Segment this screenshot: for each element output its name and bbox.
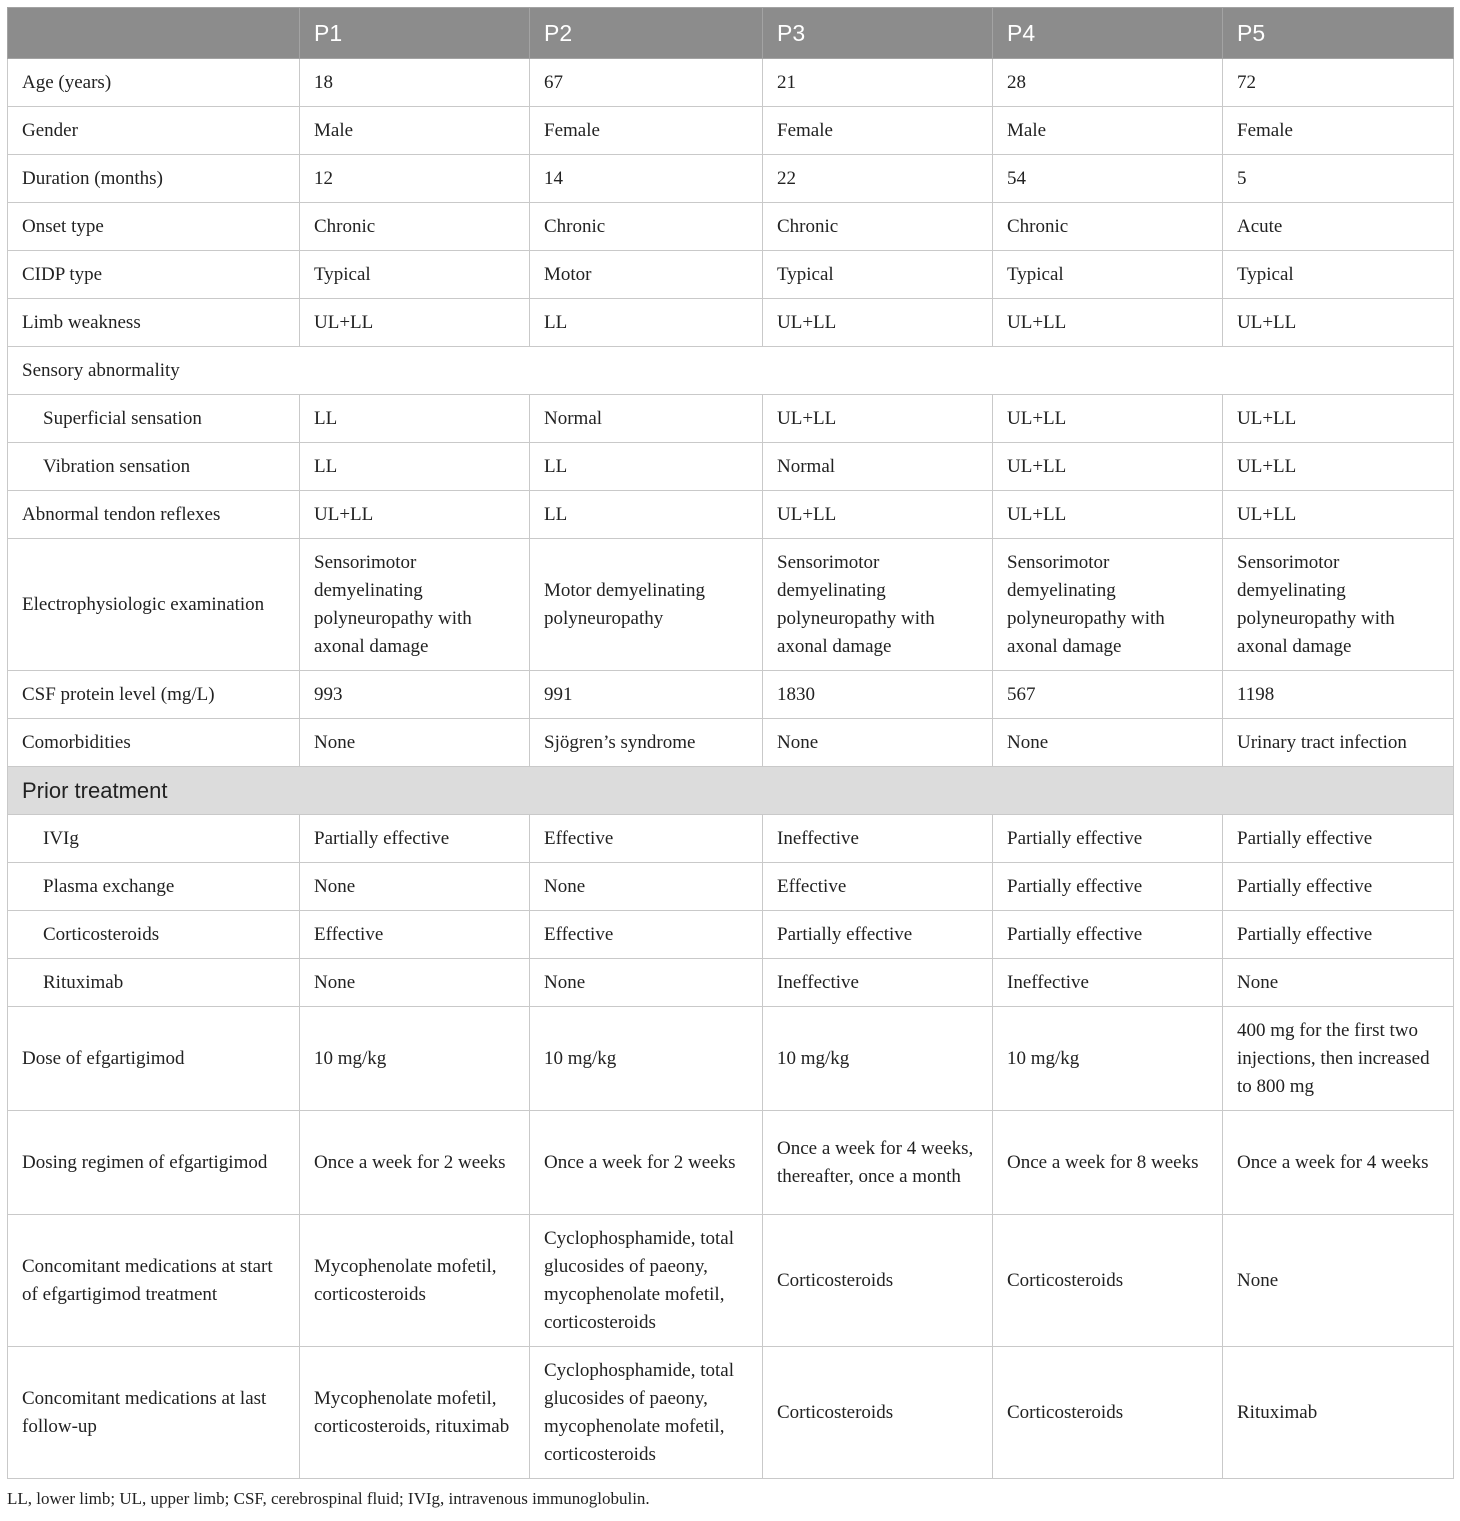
row-label: Abnormal tendon reflexes: [8, 491, 300, 539]
row-label: Age (years): [8, 59, 300, 107]
table-cell-p5: Female: [1223, 107, 1454, 155]
table-cell-p2: 10 mg/kg: [530, 1007, 763, 1111]
row-label: Electrophysiologic examination: [8, 539, 300, 671]
table-cell-p2: Chronic: [530, 203, 763, 251]
patient-characteristics-table: [7, 7, 1454, 1479]
table-cell-p4: UL+LL: [993, 395, 1223, 443]
table-row: [8, 1007, 1454, 1111]
table-cell-p2: 14: [530, 155, 763, 203]
table-cell-p2: Effective: [530, 911, 763, 959]
table-cell-p5: Partially effective: [1223, 911, 1454, 959]
table-cell-p3: None: [763, 719, 993, 767]
table-cell-p3: Ineffective: [763, 815, 993, 863]
table-cell-p1: Effective: [300, 911, 530, 959]
group-label: Sensory abnormality: [8, 347, 1454, 395]
table-row: [8, 491, 1454, 539]
row-label: IVIg: [8, 815, 300, 863]
table-cell-p4: UL+LL: [993, 491, 1223, 539]
table-cell-p2: Motor demyelinating polyneuropathy: [530, 539, 763, 671]
table-row: [8, 863, 1454, 911]
table-row: [8, 671, 1454, 719]
table-cell-p2: LL: [530, 443, 763, 491]
table-cell-p3: UL+LL: [763, 491, 993, 539]
table-cell-p1: 10 mg/kg: [300, 1007, 530, 1111]
row-label: Dosing regimen of efgartigimod: [8, 1111, 300, 1215]
header-cell-p4: P4: [993, 8, 1223, 59]
row-label: CIDP type: [8, 251, 300, 299]
table-cell-p4: Ineffective: [993, 959, 1223, 1007]
table-row: [8, 815, 1454, 863]
table-cell-p3: Chronic: [763, 203, 993, 251]
table-cell-p5: Acute: [1223, 203, 1454, 251]
table-cell-p1: Chronic: [300, 203, 530, 251]
table-cell-p3: UL+LL: [763, 395, 993, 443]
table-cell-p1: Typical: [300, 251, 530, 299]
table-cell-p1: 18: [300, 59, 530, 107]
table-cell-p4: Partially effective: [993, 911, 1223, 959]
table-cell-p2: Female: [530, 107, 763, 155]
table-footnote: LL, lower limb; UL, upper limb; CSF, cerebrospinal fluid; IVIg, intravenous immunoglobulin.: [7, 1489, 650, 1508]
table-cell-p4: Typical: [993, 251, 1223, 299]
table-row: [8, 911, 1454, 959]
table-cell-p4: Chronic: [993, 203, 1223, 251]
table-cell-p4: UL+LL: [993, 443, 1223, 491]
table-cell-p3: Corticosteroids: [763, 1347, 993, 1479]
table-cell-p2: 991: [530, 671, 763, 719]
table-row: [8, 539, 1454, 671]
table-cell-p1: Male: [300, 107, 530, 155]
table-cell-p5: Partially effective: [1223, 815, 1454, 863]
table-cell-p1: Mycophenolate mofetil, corticosteroids, rituximab: [300, 1347, 530, 1479]
table-cell-p1: None: [300, 719, 530, 767]
table-cell-p3: 21: [763, 59, 993, 107]
table-cell-p1: None: [300, 959, 530, 1007]
table-cell-p3: Partially effective: [763, 911, 993, 959]
table-cell-p2: Once a week for 2 weeks: [530, 1111, 763, 1215]
group-row: [8, 347, 1454, 395]
table-cell-p1: LL: [300, 395, 530, 443]
table-cell-p2: LL: [530, 299, 763, 347]
header-row: [8, 8, 1454, 59]
header-cell-p2: P2: [530, 8, 763, 59]
table-row: [8, 959, 1454, 1007]
table-row: [8, 107, 1454, 155]
table-cell-p3: Effective: [763, 863, 993, 911]
table-cell-p2: Sjögren’s syndrome: [530, 719, 763, 767]
table-cell-p4: 567: [993, 671, 1223, 719]
section-row: [8, 767, 1454, 815]
section-label: Prior treatment: [8, 767, 1454, 815]
table-cell-p5: Partially effective: [1223, 863, 1454, 911]
table-cell-p5: Once a week for 4 weeks: [1223, 1111, 1454, 1215]
table-cell-p5: 400 mg for the first two injections, then increased to 800 mg: [1223, 1007, 1454, 1111]
table-cell-p1: LL: [300, 443, 530, 491]
table-cell-p5: 72: [1223, 59, 1454, 107]
header-cell-p3: P3: [763, 8, 993, 59]
table-cell-p4: 28: [993, 59, 1223, 107]
table-row: [8, 59, 1454, 107]
table-row: [8, 719, 1454, 767]
table-container: [7, 7, 1453, 1479]
table-cell-p1: 993: [300, 671, 530, 719]
row-label: Rituximab: [8, 959, 300, 1007]
row-label: Superficial sensation: [8, 395, 300, 443]
table-cell-p3: Typical: [763, 251, 993, 299]
table-row: [8, 155, 1454, 203]
table-cell-p3: Corticosteroids: [763, 1215, 993, 1347]
row-label: CSF protein level (mg/L): [8, 671, 300, 719]
table-cell-p3: 1830: [763, 671, 993, 719]
table-row: [8, 251, 1454, 299]
table-cell-p4: Corticosteroids: [993, 1347, 1223, 1479]
table-row: [8, 203, 1454, 251]
table-cell-p1: Mycophenolate mofetil, corticosteroids: [300, 1215, 530, 1347]
table-cell-p5: None: [1223, 1215, 1454, 1347]
row-label: Concomitant medications at last follow-up: [8, 1347, 300, 1479]
row-label: Duration (months): [8, 155, 300, 203]
table-cell-p5: Urinary tract infection: [1223, 719, 1454, 767]
table-row: [8, 1347, 1454, 1479]
table-cell-p2: Cyclophosphamide, total glucosides of paeony, mycophenolate mofetil, corticosteroids: [530, 1215, 763, 1347]
header-cell-p5: P5: [1223, 8, 1454, 59]
row-label: Concomitant medications at start of efgartigimod treatment: [8, 1215, 300, 1347]
table-cell-p1: None: [300, 863, 530, 911]
row-label: Plasma exchange: [8, 863, 300, 911]
table-cell-p3: Female: [763, 107, 993, 155]
row-label: Comorbidities: [8, 719, 300, 767]
row-label: Vibration sensation: [8, 443, 300, 491]
table-row: [8, 443, 1454, 491]
table-cell-p3: Normal: [763, 443, 993, 491]
table-cell-p1: Partially effective: [300, 815, 530, 863]
table-cell-p4: Partially effective: [993, 863, 1223, 911]
table-cell-p5: UL+LL: [1223, 491, 1454, 539]
table-row: [8, 299, 1454, 347]
table-cell-p3: Once a week for 4 weeks, thereafter, once a month: [763, 1111, 993, 1215]
table-cell-p4: Corticosteroids: [993, 1215, 1223, 1347]
row-label: Gender: [8, 107, 300, 155]
table-cell-p1: Once a week for 2 weeks: [300, 1111, 530, 1215]
table-cell-p5: Sensorimotor demyelinating polyneuropathy with axonal damage: [1223, 539, 1454, 671]
table-cell-p5: 1198: [1223, 671, 1454, 719]
table-header: [8, 8, 1454, 59]
table-cell-p2: Motor: [530, 251, 763, 299]
table-row: [8, 1111, 1454, 1215]
table-cell-p2: Effective: [530, 815, 763, 863]
table-cell-p4: Once a week for 8 weeks: [993, 1111, 1223, 1215]
table-cell-p2: 67: [530, 59, 763, 107]
table-cell-p5: Rituximab: [1223, 1347, 1454, 1479]
table-cell-p1: UL+LL: [300, 299, 530, 347]
table-cell-p4: Sensorimotor demyelinating polyneuropathy with axonal damage: [993, 539, 1223, 671]
table-cell-p5: 5: [1223, 155, 1454, 203]
table-cell-p5: UL+LL: [1223, 299, 1454, 347]
table-cell-p2: Normal: [530, 395, 763, 443]
row-label: Corticosteroids: [8, 911, 300, 959]
row-label: Dose of efgartigimod: [8, 1007, 300, 1111]
table-body: [8, 59, 1454, 1479]
table-cell-p3: Ineffective: [763, 959, 993, 1007]
table-cell-p3: Sensorimotor demyelinating polyneuropathy with axonal damage: [763, 539, 993, 671]
table-cell-p5: Typical: [1223, 251, 1454, 299]
table-row: [8, 1215, 1454, 1347]
table-cell-p1: 12: [300, 155, 530, 203]
table-row: [8, 395, 1454, 443]
table-cell-p4: Male: [993, 107, 1223, 155]
header-cell-p1: P1: [300, 8, 530, 59]
row-label: Limb weakness: [8, 299, 300, 347]
table-cell-p5: UL+LL: [1223, 443, 1454, 491]
table-cell-p2: Cyclophosphamide, total glucosides of paeony, mycophenolate mofetil, corticosteroids: [530, 1347, 763, 1479]
table-cell-p5: None: [1223, 959, 1454, 1007]
table-cell-p2: None: [530, 863, 763, 911]
table-cell-p4: 54: [993, 155, 1223, 203]
table-cell-p4: Partially effective: [993, 815, 1223, 863]
table-cell-p2: None: [530, 959, 763, 1007]
row-label: Onset type: [8, 203, 300, 251]
table-cell-p3: UL+LL: [763, 299, 993, 347]
table-cell-p4: 10 mg/kg: [993, 1007, 1223, 1111]
table-cell-p1: UL+LL: [300, 491, 530, 539]
table-cell-p5: UL+LL: [1223, 395, 1454, 443]
table-cell-p1: Sensorimotor demyelinating polyneuropathy with axonal damage: [300, 539, 530, 671]
table-cell-p3: 22: [763, 155, 993, 203]
table-cell-p4: None: [993, 719, 1223, 767]
header-cell-label: [8, 8, 300, 59]
table-cell-p3: 10 mg/kg: [763, 1007, 993, 1111]
table-cell-p4: UL+LL: [993, 299, 1223, 347]
table-cell-p2: LL: [530, 491, 763, 539]
